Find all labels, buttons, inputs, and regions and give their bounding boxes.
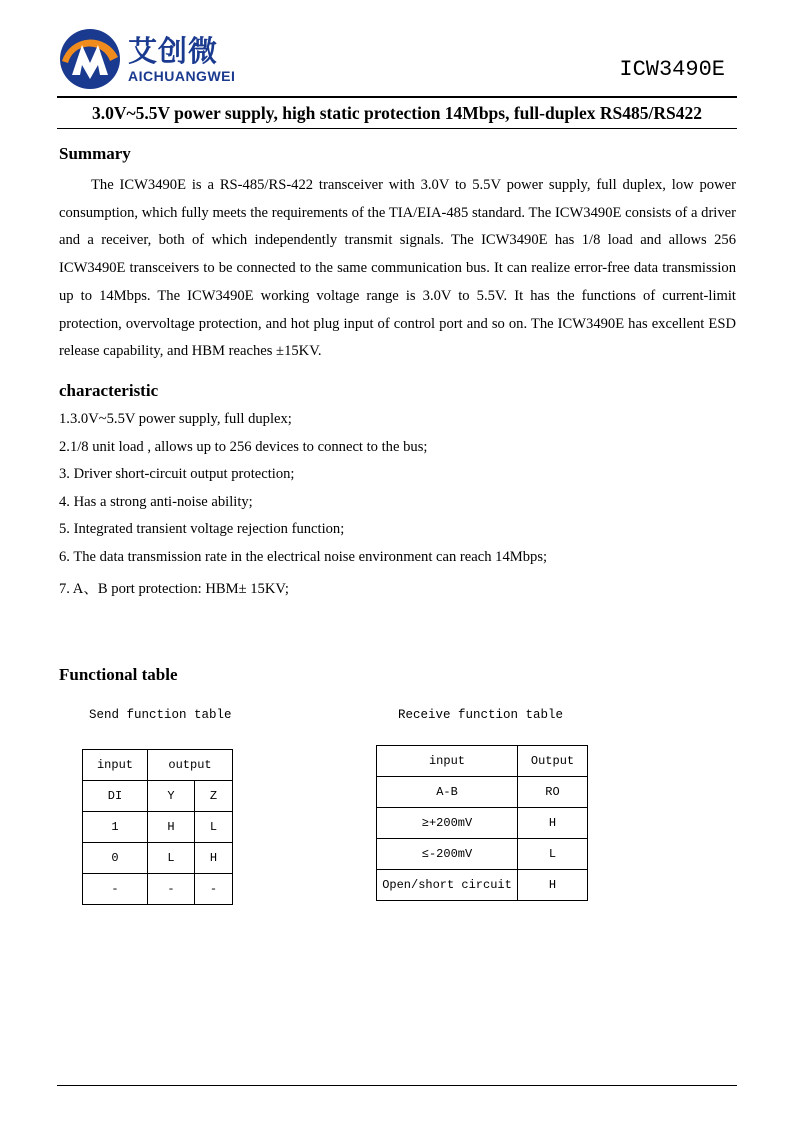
table-row xyxy=(377,777,588,808)
logo-chinese-name: 艾创微 xyxy=(128,34,219,68)
feature-item: 6. The data transmission rate in the electrical noise environment can reach 14Mbps; xyxy=(59,549,548,565)
summary-paragraph: The ICW3490E is a RS-485/RS-422 transceiver with 3.0V to 5.5V power supply, full duplex, low power consumption, which fully meets the requirements of the TIA/EIA-485 standard. The ICW3490E consists of a driver and a receiver, both of which independently transmit signals. The ICW3490E has 1/8 load and allows 256 ICW3490E transceivers to be connected to the same communication bus. It can realize error-free data transmission up to 14Mbps. The ICW3490E working voltage range is 3.0V to 5.5V. It has the functions of current-limit protection, overvoltage protection, and hot plug input of control port and so on. The ICW3490E has excellent ESD release capability, and HBM reaches ±15KV. xyxy=(59,177,736,360)
table-cell: RO xyxy=(518,777,588,808)
table-row xyxy=(83,750,233,781)
logo-mark-icon xyxy=(58,27,122,91)
table-cell: H xyxy=(518,808,588,839)
send-function-table xyxy=(82,749,233,905)
table-cell: 0 xyxy=(83,843,148,874)
part-number: ICW3490E xyxy=(619,57,725,82)
table-cell: - xyxy=(83,874,148,905)
feature-item: 5. Integrated transient voltage rejection function; xyxy=(59,521,345,537)
table-row xyxy=(83,843,233,874)
header-divider xyxy=(57,96,737,98)
table-header-cell: input xyxy=(377,746,518,777)
table-row xyxy=(83,781,233,812)
table-cell: DI xyxy=(83,781,148,812)
table-cell: A-B xyxy=(377,777,518,808)
send-table-caption: Send function table xyxy=(89,708,232,722)
logo-english-name: AICHUANGWEI xyxy=(128,68,236,84)
table-cell: H xyxy=(518,870,588,901)
table-cell: Y xyxy=(148,781,195,812)
table-cell: H xyxy=(148,812,195,843)
table-cell: Z xyxy=(195,781,233,812)
table-row xyxy=(377,839,588,870)
table-row xyxy=(377,808,588,839)
table-cell: - xyxy=(148,874,195,905)
characteristic-heading: characteristic xyxy=(59,381,159,400)
table-cell: 1 xyxy=(83,812,148,843)
table-header-cell: input xyxy=(83,750,148,781)
footer-divider xyxy=(57,1085,737,1086)
subtitle-divider xyxy=(57,128,737,129)
table-cell: L xyxy=(148,843,195,874)
table-header-cell: output xyxy=(148,750,233,781)
table-cell: - xyxy=(195,874,233,905)
table-cell: ≥+200mV xyxy=(377,808,518,839)
table-header-cell: Output xyxy=(518,746,588,777)
receive-table-caption: Receive function table xyxy=(398,708,564,722)
table-row xyxy=(83,874,233,905)
table-cell: Open/short circuit xyxy=(377,870,518,901)
functional-table-heading: Functional table xyxy=(59,665,178,684)
table-cell: H xyxy=(195,843,233,874)
feature-item: 3. Driver short-circuit output protection; xyxy=(59,466,295,482)
table-cell: ≤-200mV xyxy=(377,839,518,870)
receive-function-table xyxy=(376,745,588,901)
feature-item: 4. Has a strong anti-noise ability; xyxy=(59,494,253,510)
table-cell: L xyxy=(195,812,233,843)
table-cell: L xyxy=(518,839,588,870)
feature-item: 7. A、B port protection: HBM± 15KV; xyxy=(59,581,289,597)
document-subtitle: 3.0V~5.5V power supply, high static protection 14Mbps, full-duplex RS485/RS422 xyxy=(91,103,703,123)
feature-item: 2.1/8 unit load , allows up to 256 devices to connect to the bus; xyxy=(59,439,428,455)
company-logo xyxy=(58,27,258,91)
table-row xyxy=(377,746,588,777)
table-row xyxy=(377,870,588,901)
feature-item: 1.3.0V~5.5V power supply, full duplex; xyxy=(59,411,292,427)
table-row xyxy=(83,812,233,843)
summary-heading: Summary xyxy=(59,144,131,163)
